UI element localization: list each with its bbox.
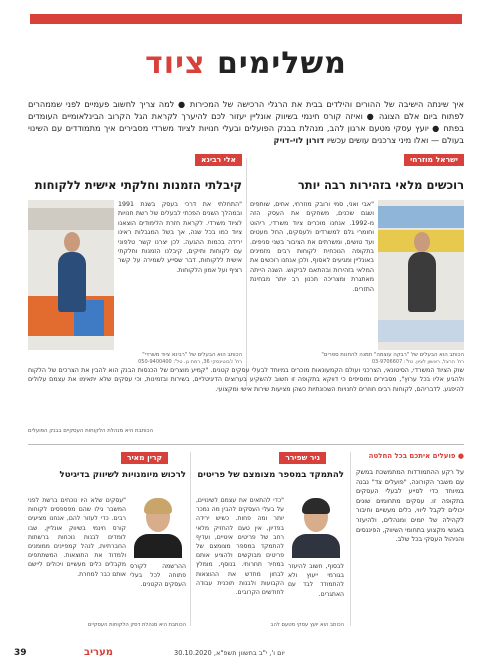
wide-caption: הכותבת היא מנהלת הלקוחות העסקיים בבנק הפועלים [28,428,154,434]
headshot-middle [288,496,344,558]
caption-left-sub: רח' ז'בוטינסקי 36, רמת גן. טל': 050-9400400 [138,359,242,366]
intro-paragraph [28,98,464,146]
headshot-bottom-left [130,496,186,558]
body-middle: "כדי להתאים את עצמם לשינויים, על בעלי העסקים להבין מה נמכר יותר ומה פחות. כשיש ירידה בפדיון, אין טעם להחזיק מלאי רחב של פריטים איטיים, ועדיף להתמקד במספר מצומצם של פריטים מבוקשים ולהציע אותם במחיר תחרותי. בנוסף, מומלץ לבחון מחדש את ההוצאות הקבועות ולבנות תוכנית עבודה לחודשים הקרובים. [196,497,284,597]
body-bottom-left: "עסקים שלא היו נוכחים ברשת לפני המשבר גילו שהם מפספסים לקוחות רבים. כדי לעזור להם, אנחנו מציעים קורס חינמי בשיווק אונליין, שבו לומדים לבנות נוכחות ברשתות החברתיות, לנהל קמפיינים ממומנים ולמדוד את התוצאות. המשתתפים מקבלים כלים מעשיים ויכולים ליישם אותם כבר למחרת. [28,497,126,578]
caption-left-title: הכותב הוא הבעלים של "רבינא ציוד משרדי" [142,352,242,358]
author-tag-bottom-left: קרין מאיר [121,452,168,464]
caption-middle: הכותב הוא יועץ עסקי מטעם להב [270,622,344,628]
author-tag-right: ישראל מוזרחי [404,154,464,166]
column-divider [350,452,351,626]
issue-date: יום ו', י"ב בחשוון תשפ"א, 30.10.2020 [174,649,285,657]
page-footer [0,638,492,666]
title-accent: ציוד [145,46,206,81]
article-right [250,154,464,364]
caption-right-title: הכותב הוא הבעלים של "רבקה עוצמה" תמנה להחנות ספרים" [321,352,464,358]
store-photo-right [378,200,464,350]
column-divider [190,452,191,626]
headline-left: קיבלתי הזמנות וחלקתי אישית ללקוחות [34,178,242,192]
headline-bottom-left: לרכוש מיומנויות לשיווק בדיגיטל [59,470,186,480]
body-left: "התחלתי את דרכי בעסק בשנת 1991 ובמהלך השנים הפכתי לבעלים של רשת חנויות לציוד משרדי. לקראת חזרת הלימודים הוצאנו ציוד כמו בכל שנה, אך בשל המגבלות ראינו ירידה בכמות ההגעה. לכן יצרנו קשר טלפוני עם לקוחות ותיקים, קיבלנו הזמנות וחלקתי אישית ללקוחות, דבר שסייע לשמירה על קשר רציף ועל אמון הלקוחות. [118,201,242,274]
headline-right: רוכשים מלאי בזהירות רבה יותר [297,178,464,192]
page-title [0,46,492,81]
title-main: משלימים [216,46,347,81]
article-bottom-middle [196,452,344,632]
body-right: "אבי ואני, סמי ורובק מוזרחי, אחים, שותפים ושגם שכנים, משחקים את העסק הזה מ-1992. אנחנו מוכרים ציוד משרדי, ריהוט וחומרי גלם למשרדים ולעסקים, החל מעטים ועד טושים, ומשרתים את הציבור בשני סניפים. בתקופה הנוכחית לקוחות רבים מזמינים באונליין ומגיעים לאסוף, ולכן אנחנו רוכשים את המלאי בזהירות ובהתאם לביקוש. השנה הייתה מאתגרת ומצריכה תכנון רב יותר מבחינת התזרים. [250,201,374,293]
caption-right-sub: רח' הרצל, ראשון לציון. טל': 03-9706607 [371,359,464,366]
section-divider [28,444,464,445]
caption-left [28,352,242,367]
column-divider [246,158,247,386]
caption-right [250,352,464,367]
intro-byline: דורון לוי-דויק [273,135,325,145]
top-accent-bar [30,14,462,24]
author-tag-left: אלי רבינא [195,154,242,166]
body-middle-lower: לבסוף, חשוב להיעזר בגורמי ייעוץ ולא להתמודד לבד עם האתגרים. [288,563,344,598]
headline-middle: להתמקד במספר מצומצם של פריטים [197,470,344,480]
body-bottom-left-lower: ההרשמה לקורס פתוחה לכל בעלי העסקים הקטנים. [130,563,186,589]
page-number: 39 [14,648,27,658]
caption-bottom-left: הכותבת היא מנהלת דסק הלקוחות העסקיים [88,622,186,628]
article-bottom-left [28,452,186,632]
wide-body-text: שוק הציוד המשרדי, הסיטונאי, הצרכני ועולם הקמעונאות מוכרים במיוחד לבעלי עסקים קטנים. "קמיע מוצרים של הכנסות הבנק הוא להבין את הצרכים של הלקוח ולהגיע אליו בכל ערוץ", מסבירים ומוסיפים כי דווקא בתקופה זו חשוב להשקיע בערוצים הדיגיטליים, בשירות ובזמינות, וכי עסקים שלא יתאימו את עצמם עלולים להיפגע. לדבריהם, לקוחות רבים חוזרים לחנויות השכונתיות כשהן מציעות שירות אישי ומקצועי. [28,367,464,393]
store-photo-left [28,200,114,350]
sidebar [356,452,464,632]
sidebar-heading: ● פועלים איתכם בכל החלטה [368,452,464,460]
brand-logo: מעריב [84,647,113,658]
intro-text: איך שינתה הישיבה של ההורים והילדים בבית את הרגלי הרכישה של המכירות ● למה צריך לחשוב פעמיים לפני שממהרים לפתוח ביום אלם הצוגה ● ואיזה קורס חינמי בשיווק אונליין יעזור לכם להיערך לקראת הגל הקרוב הבינלאומיים העומדים בפתח ● יועץ עסקי מטעם ארגון להב, מנהלת בבנק הפועלים ובעלי חנויות לציוד משרדי מסבירים איך מתמודדים עם השינוי בעולם — ואלו מיני צרכנים עושים עכשיו [28,99,464,145]
sidebar-text: על רקע ההתמודדות המתמשכת במשק עם משבר הקורונה, "פועלים צד" נבנה במיוחד כדי לסייע לבעלי העסקים בתקופה זו. עסקים מתחומים שונים יכולים לקבל ליווי, כלים מעשיים וחיבור לקהילה של יזמים ומנהלים, ולהיעזר באנשי מקצוע בתחומי השיווק, הפיננסים והניהול העסקי בכל שלב. [356,468,464,544]
author-tag-middle: ניר שפירר [279,452,326,464]
article-left [28,154,242,364]
